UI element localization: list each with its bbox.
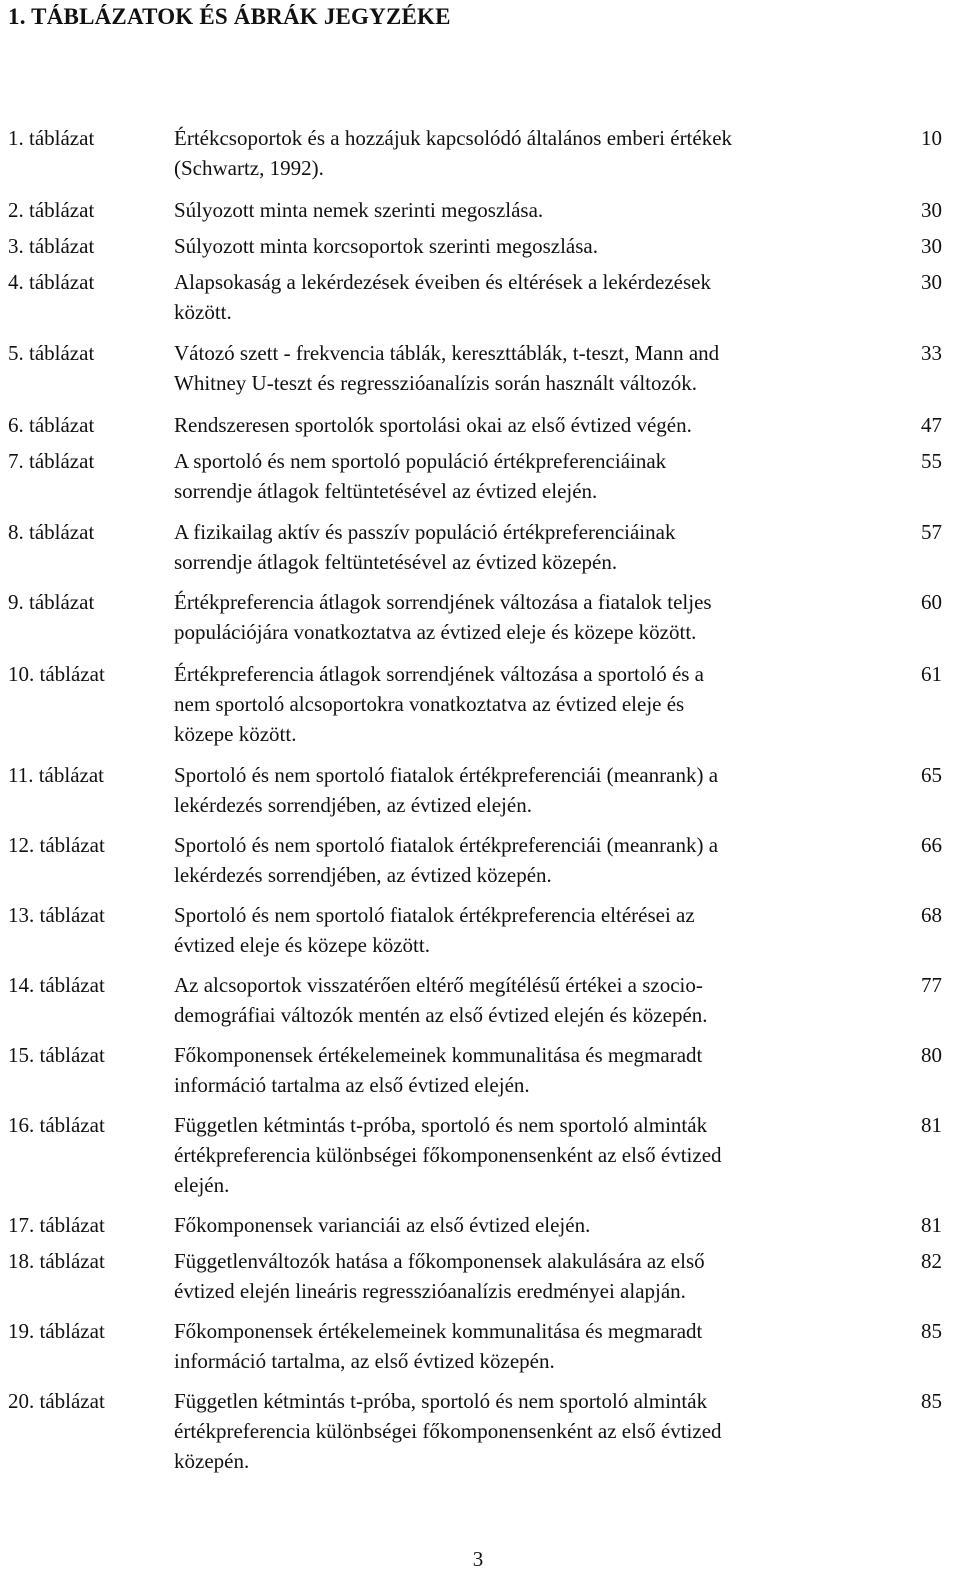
caption-line: Súlyozott minta nemek szerinti megoszlása.	[174, 198, 544, 222]
entry-page: 65	[921, 763, 942, 787]
entry-page: 60	[921, 590, 942, 614]
entry-caption	[174, 123, 869, 183]
entry-page: 33	[921, 341, 942, 365]
entry-number: 12. táblázat	[8, 833, 105, 857]
caption-line: Vátozó szett - frekvencia táblák, kereszttáblák, t-teszt, Mann and	[174, 341, 720, 365]
caption-line: között.	[174, 300, 232, 324]
caption-line: elején.	[174, 1173, 230, 1197]
entry-caption	[174, 338, 869, 398]
entry-page: 61	[921, 662, 942, 686]
caption-line: nem sportoló alcsoportokra vonatkoztatva az évtized eleje és	[174, 692, 685, 716]
entry-page: 57	[921, 520, 942, 544]
caption-line: Sportoló és nem sportoló fiatalok értékpreferenciái (meanrank) a	[174, 833, 719, 857]
caption-line: Értékpreferencia átlagok sorrendjének változása a sportoló és a	[174, 662, 705, 686]
entry-page: 81	[921, 1113, 942, 1137]
entry-page: 81	[921, 1213, 942, 1237]
entry-page: 77	[921, 973, 942, 997]
entry-caption	[174, 659, 869, 749]
caption-line: Függetlenváltozók hatása a főkomponensek alakulására az első	[174, 1249, 705, 1273]
entry-number: 2. táblázat	[8, 198, 95, 222]
caption-line: Értékcsoportok és a hozzájuk kapcsolódó általános emberi értékek	[174, 126, 733, 150]
entry-caption	[174, 446, 869, 506]
page-footer	[0, 1544, 960, 1574]
caption-line: Rendszeresen sportolók sportolási okai az első évtized végén.	[174, 413, 692, 437]
entry-page: 85	[921, 1389, 942, 1413]
entry-page: 30	[921, 234, 942, 258]
entry-caption	[174, 1110, 869, 1200]
entry-caption	[174, 267, 869, 327]
caption-line: Sportoló és nem sportoló fiatalok értékpreferenciái (meanrank) a	[174, 763, 719, 787]
entry-number: 19. táblázat	[8, 1319, 105, 1343]
caption-line: értékpreferencia különbségei főkomponensenként az első évtized	[174, 1143, 722, 1167]
caption-line: populációjára vonatkoztatva az évtized eleje és közepe között.	[174, 620, 697, 644]
entry-caption	[174, 1246, 869, 1306]
entry-page: 47	[921, 413, 942, 437]
caption-line: Súlyozott minta korcsoportok szerinti megoszlása.	[174, 234, 598, 258]
entry-page: 85	[921, 1319, 942, 1343]
caption-line: A sportoló és nem sportoló populáció értékpreferenciáinak	[174, 449, 667, 473]
caption-line: A fizikailag aktív és passzív populáció értékpreferenciáinak	[174, 520, 676, 544]
entry-caption	[174, 900, 869, 960]
caption-line: évtized eleje és közepe között.	[174, 933, 430, 957]
caption-line: Független kétmintás t-próba, sportoló és nem sportoló alminták	[174, 1389, 708, 1413]
entry-caption	[174, 1386, 869, 1476]
entry-page: 82	[921, 1249, 942, 1273]
entry-page: 55	[921, 449, 942, 473]
caption-line: sorrendje átlagok feltüntetésével az évtized elején.	[174, 479, 598, 503]
caption-line: Független kétmintás t-próba, sportoló és nem sportoló alminták	[174, 1113, 708, 1137]
caption-line: (Schwartz, 1992).	[174, 156, 324, 180]
entry-caption	[174, 970, 869, 1030]
entry-number: 11. táblázat	[8, 763, 105, 787]
caption-line: Főkomponensek értékelemeinek kommunalitása és megmaradt	[174, 1043, 703, 1067]
entry-caption	[174, 231, 869, 261]
entry-caption	[174, 410, 869, 440]
entry-number: 3. táblázat	[8, 234, 95, 258]
entry-number: 7. táblázat	[8, 449, 95, 473]
entry-page: 30	[921, 198, 942, 222]
entry-page: 30	[921, 270, 942, 294]
entry-number: 9. táblázat	[8, 590, 95, 614]
entry-number: 17. táblázat	[8, 1213, 105, 1237]
entry-caption	[174, 517, 869, 577]
entry-number: 20. táblázat	[8, 1389, 105, 1413]
caption-line: Főkomponensek értékelemeinek kommunalitása és megmaradt	[174, 1319, 703, 1343]
entry-page: 80	[921, 1043, 942, 1067]
entry-caption	[174, 760, 869, 820]
caption-line: évtized elején lineáris regresszióanalízis eredményei alapján.	[174, 1279, 686, 1303]
entry-caption	[174, 1210, 869, 1240]
entry-number: 14. táblázat	[8, 973, 105, 997]
caption-line: sorrendje átlagok feltüntetésével az évtized közepén.	[174, 550, 618, 574]
entry-number: 6. táblázat	[8, 413, 95, 437]
caption-line: közepén.	[174, 1449, 250, 1473]
entry-page: 68	[921, 903, 942, 927]
page-heading: 1. TÁBLÁZATOK ÉS ÁBRÁK JEGYZÉKE	[8, 4, 451, 29]
caption-line: Alapsokaság a lekérdezések éveiben és eltérések a lekérdezések	[174, 270, 711, 294]
entry-caption	[174, 830, 869, 890]
entry-number: 10. táblázat	[8, 662, 105, 686]
caption-line: demográfiai változók mentén az első évtized elején és közepén.	[174, 1003, 708, 1027]
caption-line: közepe között.	[174, 722, 297, 746]
caption-line: Főkomponensek varianciái az első évtized elején.	[174, 1213, 591, 1237]
entry-number: 8. táblázat	[8, 520, 95, 544]
caption-line: információ tartalma az első évtized elején.	[174, 1073, 530, 1097]
caption-line: lekérdezés sorrendjében, az évtized közepén.	[174, 863, 552, 887]
entry-caption	[174, 1040, 869, 1100]
entry-number: 13. táblázat	[8, 903, 105, 927]
entry-caption	[174, 195, 869, 225]
entry-number: 4. táblázat	[8, 270, 95, 294]
page-number: 3	[472, 1547, 484, 1571]
entry-caption	[174, 587, 869, 647]
entry-number: 5. táblázat	[8, 341, 95, 365]
entry-number: 16. táblázat	[8, 1113, 105, 1137]
entry-number: 1. táblázat	[8, 126, 95, 150]
caption-line: lekérdezés sorrendjében, az évtized elején.	[174, 793, 532, 817]
entry-number: 15. táblázat	[8, 1043, 105, 1067]
caption-line: információ tartalma, az első évtized közepén.	[174, 1349, 555, 1373]
caption-line: Az alcsoportok visszatérően eltérő megítélésű értékei a szocio-	[174, 973, 703, 997]
caption-line: Whitney U-teszt és regresszióanalízis során használt változók.	[174, 371, 698, 395]
caption-line: Sportoló és nem sportoló fiatalok értékpreferencia eltérései az	[174, 903, 695, 927]
entry-page: 10	[921, 126, 942, 150]
entry-number: 18. táblázat	[8, 1249, 105, 1273]
entry-caption	[174, 1316, 869, 1376]
caption-line: értékpreferencia különbségei főkomponensenként az első évtized	[174, 1419, 722, 1443]
entry-page: 66	[921, 833, 942, 857]
caption-line: Értékpreferencia átlagok sorrendjének változása a fiatalok teljes	[174, 590, 712, 614]
